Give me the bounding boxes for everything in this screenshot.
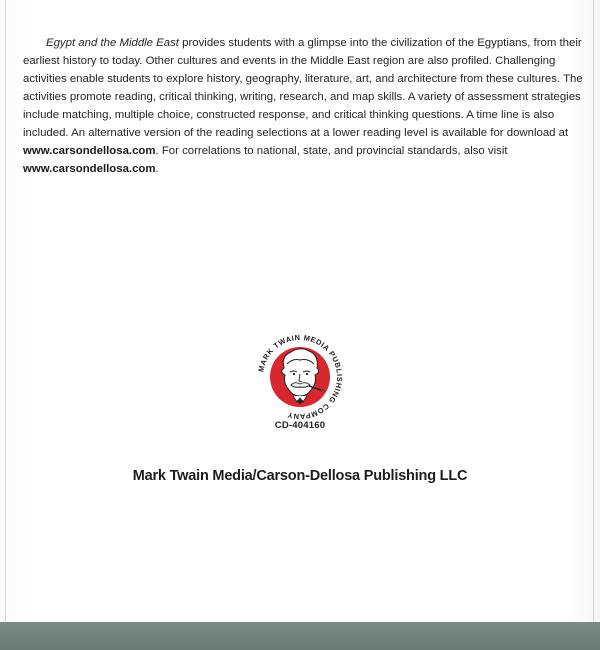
logo-emblem-icon — [251, 328, 349, 426]
book-title: Egypt and the Middle East — [46, 37, 179, 49]
description-paragraph — [23, 34, 583, 178]
publisher-logo — [251, 328, 349, 426]
publisher-name: Mark Twain Media/Carson-Dellosa Publishing LLC — [132, 468, 468, 484]
description-text-3: . — [155, 163, 159, 175]
product-code: CD-404160 — [274, 420, 326, 431]
logo-ring-text: MARK TWAIN MEDIA PUBLISHING COMPANY — [256, 332, 345, 422]
page-edge-left — [5, 0, 6, 622]
website-link-1[interactable]: www.carsondellosa.com — [23, 145, 156, 157]
page-edge-right — [593, 0, 594, 622]
description-text-1: provides students with a glimpse into the civilization of the Egyptians, from their earliest history to today. Other cultures and events in the Middle East region are also profiled. Challenging activities enable students to explore history, geography, literature, art, and architecture from these cultures. The activities promote reading, critical thinking, writing, research, and map skills. A variety of assessment strategies include matching, multiple choice, constructed response, and critical thinking questions. A time line is also included. An alternative version of the reading selections at a lower reading level is available for download at — [23, 37, 583, 139]
website-link-2[interactable]: www.carsondellosa.com — [23, 163, 156, 175]
description-text-2: . For correlations to national, state, and provincial standards, also visit — [155, 145, 508, 157]
bottom-color-band — [0, 622, 600, 650]
book-description — [23, 34, 583, 178]
